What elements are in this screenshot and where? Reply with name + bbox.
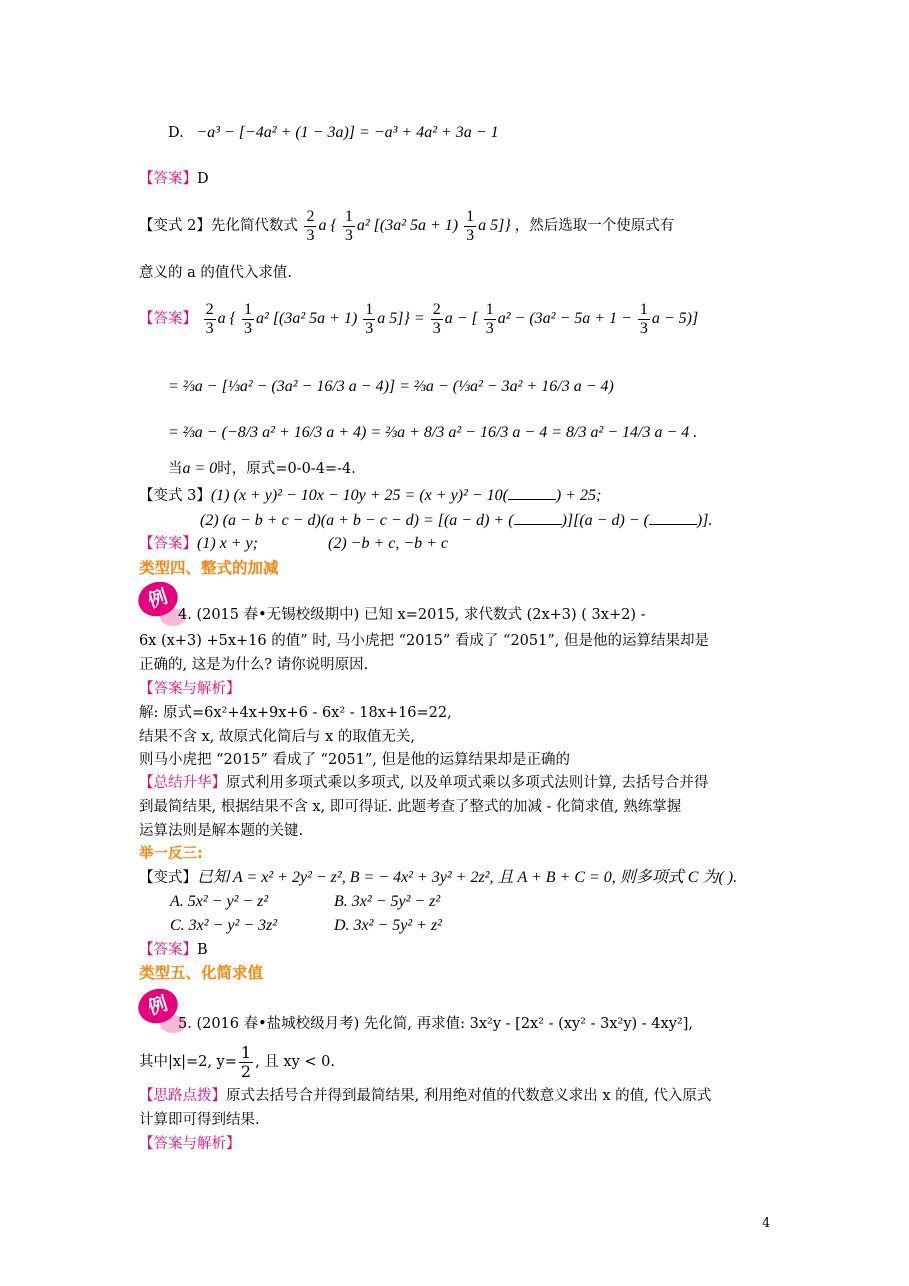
option-d bbox=[168, 122, 499, 144]
answer-2-line3: = ⅔a − (−8/3 a² + 16/3 a + 4) = ⅔a + 8/3 a² − 16/3 a − 4 = 8/3 a² − 14/3 a − 4 . bbox=[168, 424, 698, 441]
variant-tail: ，然后选取一个使原式有 bbox=[514, 218, 675, 234]
fraction-two-thirds: $\frac{2}{3}$ bbox=[306, 207, 315, 244]
fraction-one-third: $\frac{1}{3}$ bbox=[344, 207, 353, 244]
answer-3: 【答案】(1) x + y; (2) −b + c, −b + c bbox=[139, 535, 449, 552]
answer-1 bbox=[139, 168, 209, 190]
answer-analysis-tag: 【答案与解析】 bbox=[139, 681, 241, 697]
variant-tag: 【变式 3】 bbox=[139, 488, 211, 504]
answer-rhs-a: a − [ bbox=[444, 310, 478, 327]
answer-4-line1: 解: 原式=6x²+4x+9x+6 - 6x² - 18x+16=22, bbox=[139, 705, 452, 721]
blank-1 bbox=[508, 485, 556, 500]
answer-2-line1: 【答案】 $\frac{2}{3}$ a { $\frac{1}{3}$ a² [(3a² 5a + 1) $\frac{1}{3}$ a 5]} = $\frac{2}{3}$ a − [ $\frac{1}{3}$ a² − (3a² − 5a + 1 − $\frac{1}{3}$ a − 5)] bbox=[139, 300, 699, 337]
variant-lead: 先化简代数式 bbox=[210, 218, 298, 234]
variant-2-line2: 意义的 a 的值代入求值. bbox=[139, 265, 292, 281]
choice-c: C. 3x² − y² − 3z² bbox=[170, 917, 278, 934]
answer-2-line2: = ⅔a − [⅓a² − (3a² − 16/3 a − 4)] = ⅔a − (⅓a² − 3a² + 16/3 a − 4) bbox=[168, 378, 614, 395]
variant-2 bbox=[139, 207, 674, 245]
option-d-label: D. bbox=[168, 125, 184, 141]
choice-d: D. 3x² − 5y² + z² bbox=[334, 917, 442, 934]
example-4-line1: 4. (2015 春•无锡校级期中) 已知 x=2015, 求代数式 (2x+3) ( 3x+2) - bbox=[178, 607, 646, 623]
expr-part-c: a 5]} bbox=[478, 217, 511, 234]
blank-2 bbox=[514, 510, 562, 525]
page-number: 4 bbox=[762, 1216, 771, 1231]
choice-b: B. 3x² − 5y² − z² bbox=[334, 893, 441, 910]
answer-4-line2: 结果不含 x, 故原式化简后与 x 的取值无关, bbox=[139, 729, 416, 745]
practice-heading: 举一反三: bbox=[139, 846, 203, 862]
expr-part-a: a { bbox=[318, 217, 337, 234]
variant-3-part1: 【变式 3】(1) (x + y)² − 10x − 10y + 25 = (x + y)² − 10( ) + 25; bbox=[139, 487, 602, 504]
example-4-line2: 6x (x+3) +5x+16 的值” 时, 马小虎把 “2015” 看成了 “2051”, 但是他的运算结果却是 bbox=[139, 633, 709, 649]
answer-text: D bbox=[197, 171, 209, 187]
example-5-line1: 5. (2016 春•盐城校级月考) 先化简, 再求值: 3x²y - [2x² - (xy² - 3x²y) - 4xy²], bbox=[178, 1016, 693, 1032]
summary-line1: 【总结升华】原式利用多项式乘以多项式, 以及单项式乘以多项式法则计算, 去括号合并得 bbox=[139, 775, 709, 791]
summary-line3: 运算法则是解本题的关键. bbox=[139, 823, 304, 839]
answer-4-line3: 则马小虎把 “2015” 看成了 “2051”, 但是他的运算结果却是正确的 bbox=[139, 752, 570, 768]
example-badge: 例 bbox=[134, 577, 183, 622]
answer-condition: a = 0 bbox=[182, 460, 218, 477]
hint-line1: 【思路点拨】原式去括号合并得到最简结果, 利用绝对值的代数意义求出 x 的值, 代入原式 bbox=[139, 1088, 712, 1104]
fraction-one-half: $\frac{1}{2}$ bbox=[240, 1042, 252, 1081]
answer-analysis-tag-2: 【答案与解析】 bbox=[139, 1136, 241, 1152]
variant-3-part2: (2) (a − b + c − d)(a + b − c − d) = [(a − d) + ( )][(a − d) − ( )]. bbox=[200, 512, 713, 529]
summary-line2: 到最简结果, 根据结果不含 x, 即可得证. 此题考查了整式的加减 - 化简求值, 熟练掌握 bbox=[139, 799, 682, 815]
example-4-line3: 正确的, 这是为什么? 请你说明原因. bbox=[139, 657, 369, 673]
variant-question: 【变式】已知 A = x² + 2y² − z², B = − 4x² + 3y² + 2z², 且 A + B + C = 0, 则多项式 C 为( ). bbox=[139, 869, 738, 886]
fraction-one-third: $\frac{1}{3}$ bbox=[466, 207, 475, 244]
variant-tag: 【变式 2】 bbox=[139, 218, 211, 234]
option-d-expr: −a³ − [−4a² + (1 − 3a)] = −a³ + 4a² + 3a − 1 bbox=[196, 124, 499, 141]
answer-tag: 【答案】 bbox=[139, 311, 197, 327]
answer-2-line4: 当a = 0时，原式=0-0-4=-4. bbox=[168, 460, 356, 477]
blank-3 bbox=[649, 510, 697, 525]
example-badge: 例 bbox=[134, 984, 183, 1029]
hint-line2: 计算即可得到结果. bbox=[139, 1112, 260, 1128]
answer-5: 【答案】B bbox=[139, 942, 208, 958]
section-heading-4: 类型四、整式的加减 bbox=[139, 559, 279, 577]
answer-rhs-c: a − 5)] bbox=[651, 310, 699, 327]
answer-tag: 【答案】 bbox=[139, 171, 197, 187]
example-5-line2: 其中|x|=2, y= $\frac{1}{2}$ , 且 xy < 0. bbox=[139, 1042, 335, 1081]
answer-rhs-b: a² − (3a² − 5a + 1 − bbox=[497, 310, 632, 327]
expr-part-b: a² [(3a² 5a + 1) bbox=[356, 217, 459, 234]
choice-a: A. 5x² − y² − z² bbox=[170, 893, 269, 910]
section-heading-5: 类型五、化简求值 bbox=[139, 964, 264, 982]
